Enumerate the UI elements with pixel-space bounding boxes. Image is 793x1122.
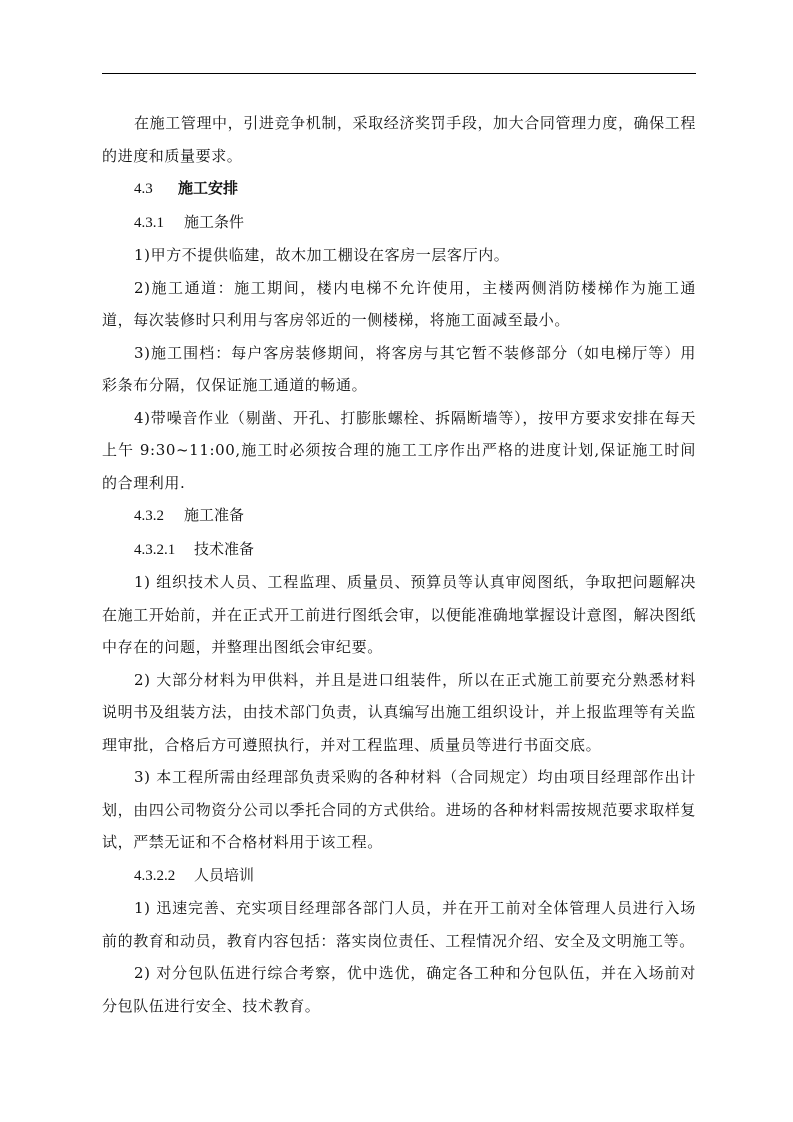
heading-title: 技术准备 [194,539,255,558]
heading-number: 4.3 [134,181,153,197]
heading-number: 4.3.1 [134,214,164,231]
heading-title: 施工准备 [184,506,245,524]
heading-title: 施工条件 [184,212,245,231]
paragraph-training-1: 1) 迅速完善、充实项目经理部各部门人员，并在开工前对全体管理人员进行入场前的教育和动员，教育内容包括：落实岗位责任、工程情况介绍、安全及文明施工等。 [102,899,696,950]
paragraph-item-3: 3)施工围档：每户客房装修期间，将客房与其它暂不装修部分（如电梯厅等）用彩条布分隔，仅保证施工通道的畅通。 [102,343,696,394]
heading-4-3-1 [102,206,696,240]
heading-4-3 [102,172,696,206]
heading-number: 4.3.2.2 [134,867,176,884]
paragraph-tech-2: 2) 大部分材料为甲供料，并且是进口组装件，所以在正式施工前要充分熟悉材料说明书及组装方法，由技术部门负责，认真编写出施工组织设计，并上报监理等有关监理审批，合格后方可遵照执行，并对工程监理、质量员等进行书面交底。 [102,670,696,754]
heading-title: 人员培训 [194,865,255,884]
heading-4-3-2-1 [102,533,696,567]
paragraph-training-2: 2) 对分包队伍进行综合考察，优中选优，确定各工种和分包队伍，并在入场前对分包队伍进行安全、技术教育。 [102,964,696,1015]
header-rule [102,73,696,74]
heading-title: 施工安排 [178,179,239,197]
heading-4-3-2 [102,499,696,533]
heading-number: 4.3.2 [134,508,164,524]
document-body [102,107,696,1022]
paragraph-tech-1: 1) 组织技术人员、工程监理、质量员、预算员等认真审阅图纸，争取把问题解决在施工开始前，并在正式开工前进行图纸会审，以便能准确地掌握设计意图，解决图纸中存在的问题，并整理出图纸会审纪要。 [102,573,696,656]
paragraph-item-2: 2)施工通道：施工期间，楼内电梯不允许使用，主楼两侧消防楼梯作为施工通道，每次装修时只利用与客房邻近的一侧楼梯，将施工面减至最小。 [102,278,696,329]
heading-number: 4.3.2.1 [134,541,176,558]
paragraph-item-1: 1)甲方不提供临建，故木加工棚设在客房一层客厅内。 [134,246,510,264]
paragraph-tech-3: 3) 本工程所需由经理部负责采购的各种材料（合同规定）均由项目经理部作出计划，由四公司物资分公司以季托合同的方式供给。进场的各种材料需按规范要求取样复试，严禁无证和不合格材料用于该工程。 [102,768,696,851]
paragraph-item-4: 4)带噪音作业（剔凿、开孔、打膨胀螺栓、拆隔断墙等），按甲方要求安排在每天上午 9:30~11:00,施工时必须按合理的施工工序作出严格的进度计划,保证施工时间的合理利用. [102,408,696,492]
paragraph-contract-management: 在施工管理中，引进竞争机制，采取经济奖罚手段，加大合同管理力度，确保工程的进度和质量要求。 [102,114,696,165]
heading-4-3-2-2 [102,859,696,893]
